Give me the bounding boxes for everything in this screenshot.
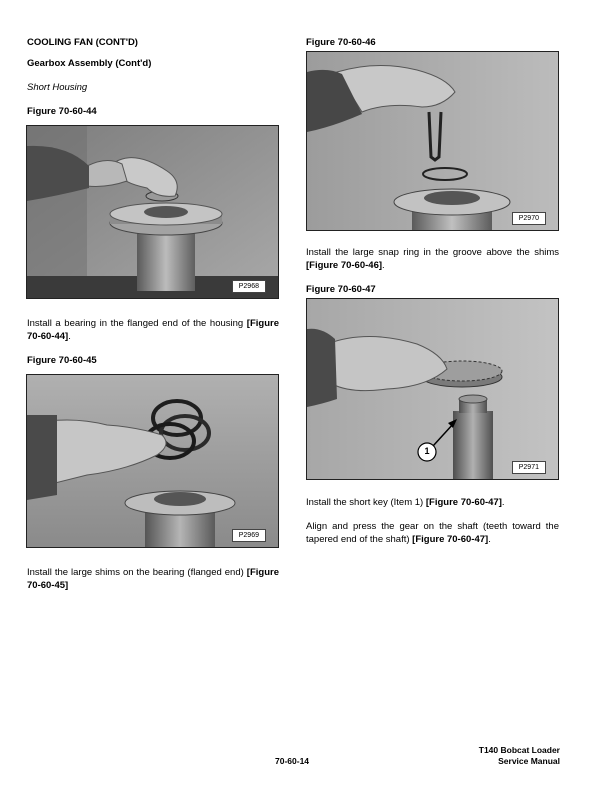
subsection-title: Short Housing — [27, 82, 88, 93]
paragraph-fig47-key-ref: [Figure 70-60-47] — [425, 497, 502, 508]
subheading: Gearbox Assembly (Cont'd) — [27, 58, 152, 69]
paragraph-fig47-gear-text: Align and press the gear on the shaft (teeth toward the tapered end of the shaft) — [306, 521, 559, 545]
page-number: 70-60-14 — [275, 756, 310, 766]
figure-46-photo-code: P2970 — [512, 212, 546, 225]
figure-46-label: Figure 70-60-46 — [306, 37, 376, 48]
paragraph-fig46-ref: [Figure 70-60-46] — [306, 259, 383, 271]
paragraph-fig44-end: . — [68, 330, 71, 342]
paragraph-fig47-gear-end: . — [488, 533, 491, 545]
paragraph-fig45 — [27, 567, 279, 592]
paragraph-fig46-end: . — [382, 259, 385, 271]
paragraph-fig46-text: Install the large snap ring in the groove above the shims — [306, 247, 559, 258]
section-heading: COOLING FAN (CONT'D) — [27, 37, 138, 48]
figure-47-photo-code: P2971 — [512, 461, 546, 474]
paragraph-fig47-key-end: . — [501, 497, 505, 508]
figure-45-label: Figure 70-60-45 — [27, 355, 97, 366]
manual-title-line1: T140 Bobcat Loader — [478, 745, 560, 755]
figure-45-photo-code: P2969 — [232, 529, 266, 542]
paragraph-fig46 — [306, 247, 559, 272]
paragraph-fig47-key — [306, 497, 559, 510]
paragraph-fig44-text: Install a bearing in the flanged end of the housing — [27, 318, 247, 329]
figure-46-photo — [306, 51, 559, 231]
figure-47-label: Figure 70-60-47 — [306, 284, 376, 295]
paragraph-fig45-ref: [Figure 70-60-45] — [27, 567, 279, 591]
paragraph-fig44-ref: [Figure 70-60-44] — [27, 318, 279, 342]
figure-44-photo-code: P2968 — [232, 280, 266, 293]
manual-title — [479, 745, 560, 767]
figure-47-photo — [306, 298, 559, 480]
paragraph-fig47-key-text: Install the short key (Item 1) — [306, 497, 426, 508]
paragraph-fig45-text: Install the large shims on the bearing (flanged end) — [27, 567, 247, 578]
manual-title-line2: Service Manual — [498, 756, 560, 766]
callout-1-label: 1 — [424, 446, 430, 456]
figure-44-label: Figure 70-60-44 — [27, 106, 97, 117]
paragraph-fig47-gear — [306, 521, 559, 546]
figure-44-photo — [26, 125, 279, 299]
paragraph-fig44 — [27, 318, 279, 343]
paragraph-fig47-gear-ref: [Figure 70-60-47] — [412, 533, 489, 545]
figure-45-photo — [26, 374, 279, 548]
